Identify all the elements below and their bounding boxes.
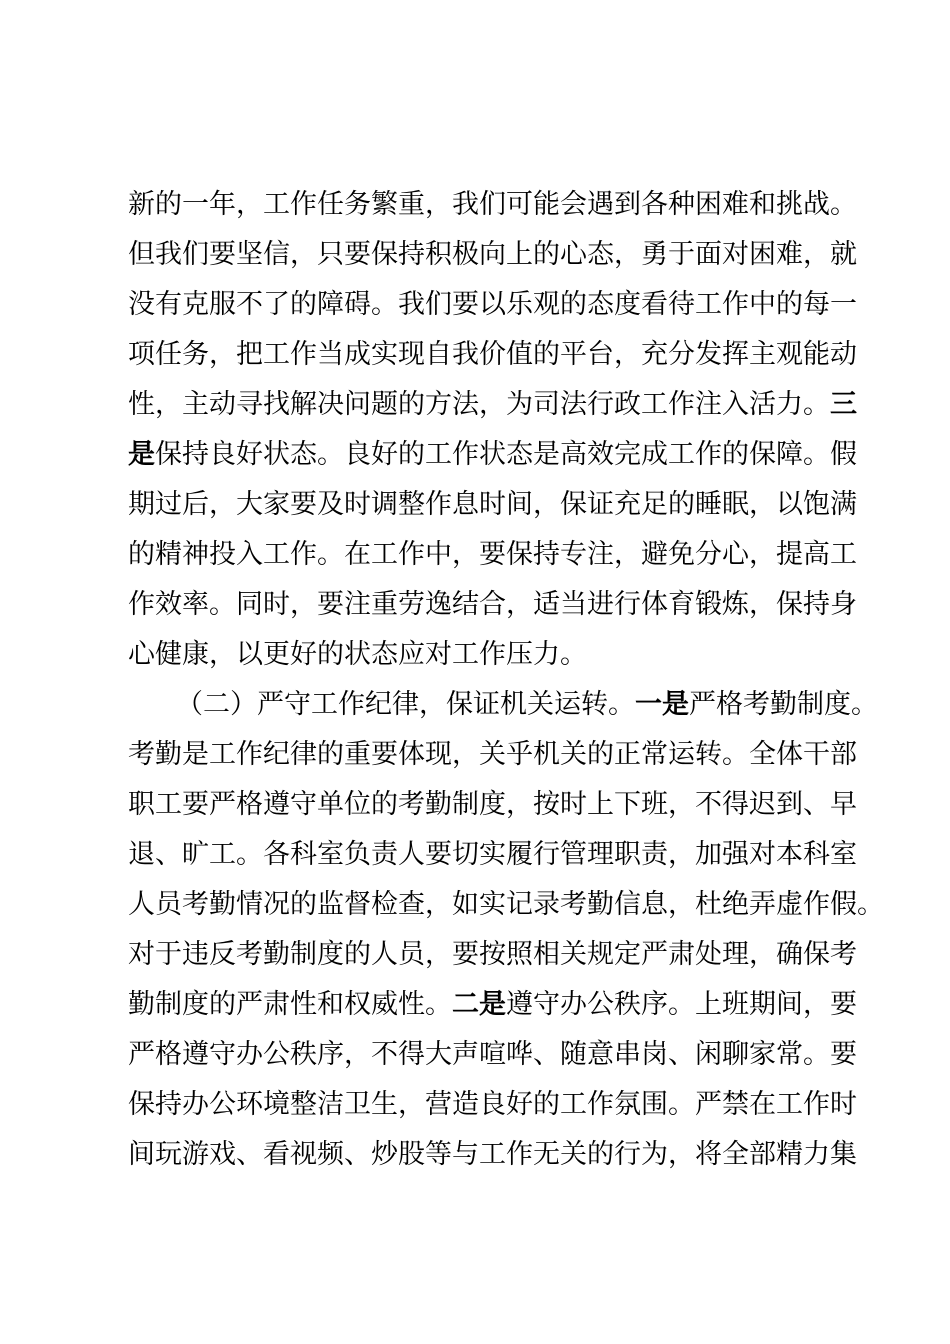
text-line <box>128 280 857 330</box>
text-run: 的精神投入工作。在工作中，要保持专注，避免分心，提高工 <box>128 539 857 570</box>
text-line <box>128 480 857 530</box>
text-run: 遵守办公秩序。上班期间，要 <box>506 989 857 1020</box>
text-run: 项任务，把工作当成实现自我价值的平台，充分发挥主观能动 <box>128 339 857 370</box>
text-run: 考勤是工作纪律的重要体现，关乎机关的正常运转。全体干部 <box>128 739 857 770</box>
text-run: 期过后，大家要及时调整作息时间，保证充足的睡眠，以饱满 <box>128 489 857 520</box>
text-line <box>128 780 857 830</box>
text-line <box>128 430 857 480</box>
text-run: 保持办公环境整洁卫生，营造良好的工作氛围。严禁在工作时 <box>128 1089 857 1120</box>
text-run: 对于违反考勤制度的人员，要按照相关规定严肃处理，确保考 <box>128 939 857 970</box>
text-line <box>128 1130 857 1180</box>
text-run: 人员考勤情况的监督检查，如实记录考勤信息，杜绝弄虚作假。 <box>128 889 884 920</box>
section-heading: （二）严守工作纪律，保证机关运转。 <box>176 689 635 720</box>
text-line <box>128 530 857 580</box>
text-line <box>128 1080 857 1130</box>
text-line <box>128 330 857 380</box>
text-line <box>128 930 857 980</box>
text-run: 性，主动寻找解决问题的方法，为司法行政工作注入活力。 <box>128 389 830 420</box>
text-line <box>128 730 857 780</box>
bold-marker: 二是 <box>452 989 506 1020</box>
text-run: 没有克服不了的障碍。我们要以乐观的态度看待工作中的每一 <box>128 289 857 320</box>
text-line <box>128 380 857 430</box>
text-run: 作效率。同时，要注重劳逸结合，适当进行体育锻炼，保持身 <box>128 589 857 620</box>
text-run: 保持良好状态。良好的工作状态是高效完成工作的保障。假 <box>155 439 857 470</box>
text-line <box>128 980 857 1030</box>
text-run: 间玩游戏、看视频、炒股等与工作无关的行为，将全部精力集 <box>128 1139 857 1170</box>
text-line <box>128 230 857 280</box>
text-run: 心健康，以更好的状态应对工作压力。 <box>128 639 587 670</box>
text-line <box>128 830 857 880</box>
text-run: 严格考勤制度。 <box>689 689 878 720</box>
text-line <box>128 630 838 680</box>
text-run: 职工要严格遵守单位的考勤制度，按时上下班，不得迟到、早 <box>128 789 857 820</box>
bold-marker: 三 <box>830 389 857 420</box>
text-line <box>128 180 857 230</box>
text-run: 新的一年，工作任务繁重，我们可能会遇到各种困难和挑战。 <box>128 189 857 220</box>
text-run: 严格遵守办公秩序，不得大声喧哗、随意串岗、闲聊家常。要 <box>128 1039 857 1070</box>
bold-marker: 一是 <box>635 689 689 720</box>
bold-marker: 是 <box>128 439 155 470</box>
section-heading-line <box>176 680 878 730</box>
text-line <box>128 580 857 630</box>
text-run: 退、旷工。各科室负责人要切实履行管理职责，加强对本科室 <box>128 839 857 870</box>
text-line <box>128 1030 857 1080</box>
text-run: 但我们要坚信，只要保持积极向上的心态，勇于面对困难，就 <box>128 239 857 270</box>
text-run: 勤制度的严肃性和权威性。 <box>128 989 452 1020</box>
text-line <box>128 880 884 930</box>
